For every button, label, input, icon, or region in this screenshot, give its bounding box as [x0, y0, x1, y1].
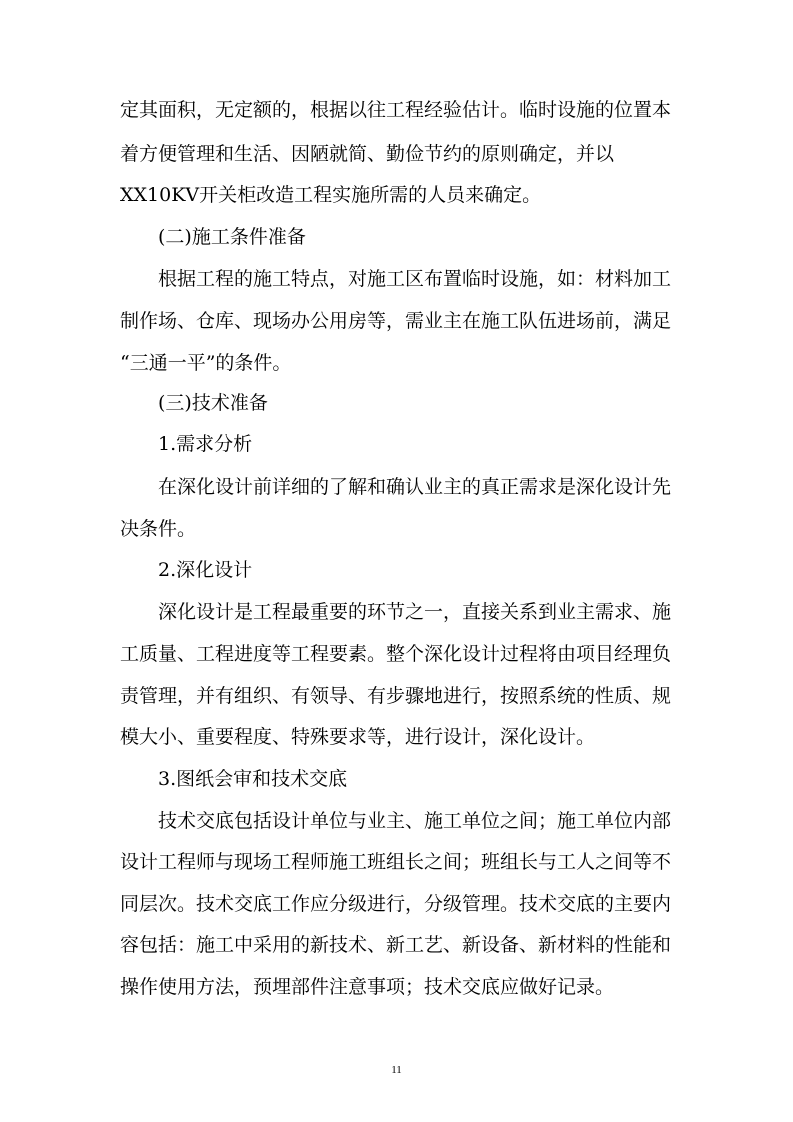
subsection-heading: 1.需求分析	[158, 433, 253, 455]
body-text-line: 工质量、工程进度等工程要素。整个深化设计过程将由项目经理负	[120, 643, 672, 665]
section-heading: (二)施工条件准备	[158, 226, 306, 248]
body-text-line: 决条件。	[120, 518, 197, 540]
body-text-line: 操作使用方法，预埋部件注意事项；技术交底应做好记录。	[120, 976, 615, 998]
body-text-line: 设计工程师与现场工程师施工班组长之间；班组长与工人之间等不	[120, 851, 672, 873]
body-text-line: 着方便管理和生活、因陋就简、勤俭节约的原则确定，并以	[120, 143, 615, 165]
section-heading: (三)技术准备	[158, 392, 268, 414]
body-text-line: 模大小、重要程度、特殊要求等，进行设计，深化设计。	[120, 726, 596, 748]
body-text-line: 定其面积，无定额的，根据以往工程经验估计。临时设施的位置本	[120, 99, 672, 121]
subsection-heading: 3.图纸会审和技术交底	[158, 768, 348, 790]
body-text-line: 根据工程的施工特点，对施工区布置临时设施，如：材料加工	[158, 268, 672, 290]
body-text-line: XX10KV开关柜改造工程实施所需的人员来确定。	[120, 184, 542, 206]
body-text-line: 容包括：施工中采用的新技术、新工艺、新设备、新材料的性能和	[120, 934, 672, 956]
body-text-line: 在深化设计前详细的了解和确认业主的真正需求是深化设计先	[158, 476, 672, 498]
subsection-heading: 2.深化设计	[158, 559, 253, 581]
body-text-line: “三通一平”的条件。	[120, 352, 292, 374]
page-number: 11	[391, 1064, 402, 1076]
body-text-line: 深化设计是工程最重要的环节之一，直接关系到业主需求、施	[158, 601, 672, 623]
body-text-line: 技术交底包括设计单位与业主、施工单位之间；施工单位内部	[158, 810, 672, 832]
body-text-line: 制作场、仓库、现场办公用房等，需业主在施工队伍进场前，满足	[120, 310, 672, 332]
body-text-line: 同层次。技术交底工作应分级进行，分级管理。技术交底的主要内	[120, 893, 672, 915]
body-text-line: 责管理，并有组织、有领导、有步骤地进行，按照系统的性质、规	[120, 685, 672, 707]
